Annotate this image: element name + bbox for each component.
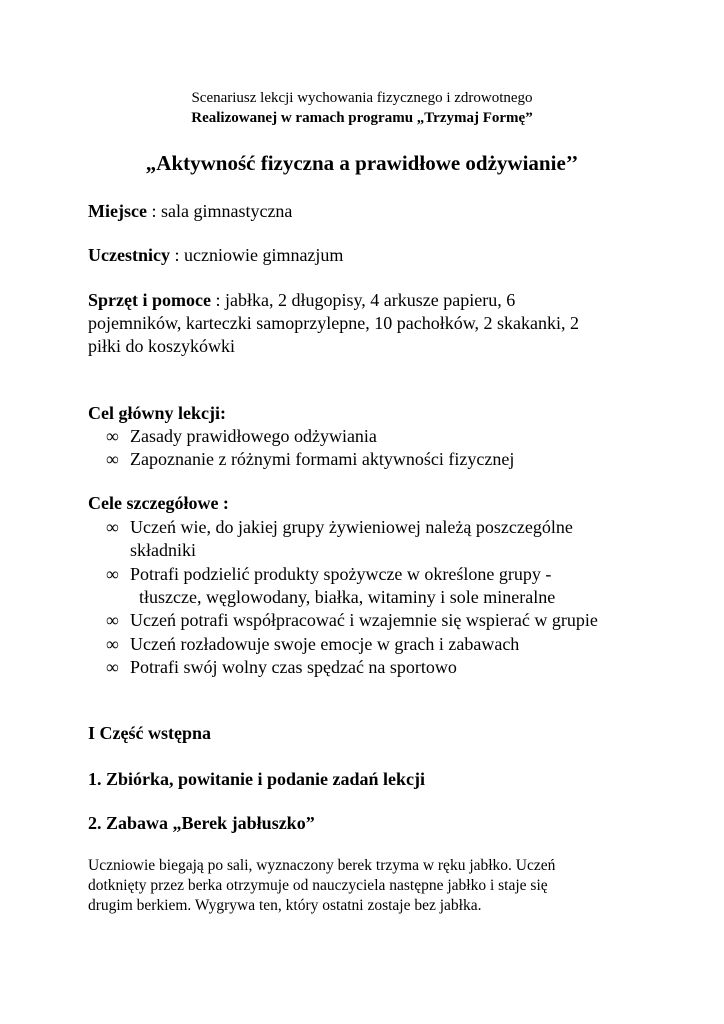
detailed-goal-item <box>106 656 457 679</box>
description-line-2: dotknięty przez berka otrzymuje od nauczyciela następne jabłko i staje się <box>88 877 548 894</box>
participants-line <box>88 244 343 267</box>
document-title: „Aktywność fizyczna a prawidłowe odżywianie’’ <box>145 151 579 175</box>
equipment-value-1: : jabłka, 2 długopisy, 4 arkusze papieru, 6 <box>210 290 516 310</box>
main-goal-item <box>106 448 514 471</box>
step-heading-2: 2. Zabawa „Berek jabłuszko” <box>88 813 315 833</box>
main-goal-item <box>106 425 377 448</box>
main-goal-heading: Cel główny lekcji: <box>88 403 226 423</box>
detailed-goal-text: Potrafi swój wolny czas spędzać na sportowo <box>130 657 457 677</box>
infinity-bullet-icon: ∞ <box>106 564 119 584</box>
detailed-goal-text: Uczeń rozładowuje swoje emocje w grach i zabawach <box>130 634 520 654</box>
detailed-goal-continuation: tłuszcze, węglowodany, białka, witaminy i sole mineralne <box>139 587 556 607</box>
description-line-1: Uczniowie biegają po sali, wyznaczony berek trzyma w ręku jabłko. Uczeń <box>88 857 556 874</box>
infinity-bullet-icon: ∞ <box>106 634 119 654</box>
step-heading-1: 1. Zbiórka, powitanie i podanie zadań lekcji <box>88 769 426 789</box>
infinity-bullet-icon: ∞ <box>106 517 119 537</box>
infinity-bullet-icon: ∞ <box>106 657 119 677</box>
header-line-2: Realizowanej w ramach programu „Trzymaj Formę” <box>191 110 533 126</box>
equipment-label: Sprzęt i pomoce <box>88 290 211 310</box>
equipment-line-1 <box>88 289 515 312</box>
detailed-goal-text: Potrafi podzielić produkty spożywcze w określone grupy - <box>130 564 552 584</box>
header-line-1: Scenariusz lekcji wychowania fizycznego i zdrowotnego <box>191 90 533 106</box>
main-goal-item-text: Zasady prawidłowego odżywiania <box>130 426 377 446</box>
description-line-3: drugim berkiem. Wygrywa ten, który ostatni zostaje bez jabłka. <box>88 897 482 914</box>
detailed-goal-continuation: składniki <box>130 540 196 560</box>
detailed-goal-item <box>106 609 598 632</box>
participants-label: Uczestnicy <box>88 245 170 265</box>
infinity-bullet-icon: ∞ <box>106 426 119 446</box>
detailed-goal-item <box>106 563 551 586</box>
place-value: : sala gimnastyczna <box>146 201 293 221</box>
detailed-goal-item <box>106 516 573 539</box>
participants-value: : uczniowie gimnazjum <box>169 245 344 265</box>
detailed-goal-text: Uczeń wie, do jakiej grupy żywieniowej należą poszczególne <box>130 517 573 537</box>
detailed-goals-heading: Cele szczegółowe : <box>88 493 229 513</box>
main-goal-item-text: Zapoznanie z różnymi formami aktywności fizycznej <box>130 449 515 469</box>
infinity-bullet-icon: ∞ <box>106 610 119 630</box>
detailed-goal-text: Uczeń potrafi współpracować i wzajemnie się wspierać w grupie <box>130 610 598 630</box>
place-label: Miejsce <box>88 201 147 221</box>
equipment-line-3: piłki do koszykówki <box>88 336 235 356</box>
equipment-line-2: pojemników, karteczki samoprzylepne, 10 pachołków, 2 skakanki, 2 <box>88 313 580 333</box>
place-line <box>88 200 292 223</box>
infinity-bullet-icon: ∞ <box>106 449 119 469</box>
section-heading: I Część wstępna <box>88 723 211 743</box>
detailed-goal-item <box>106 633 519 656</box>
